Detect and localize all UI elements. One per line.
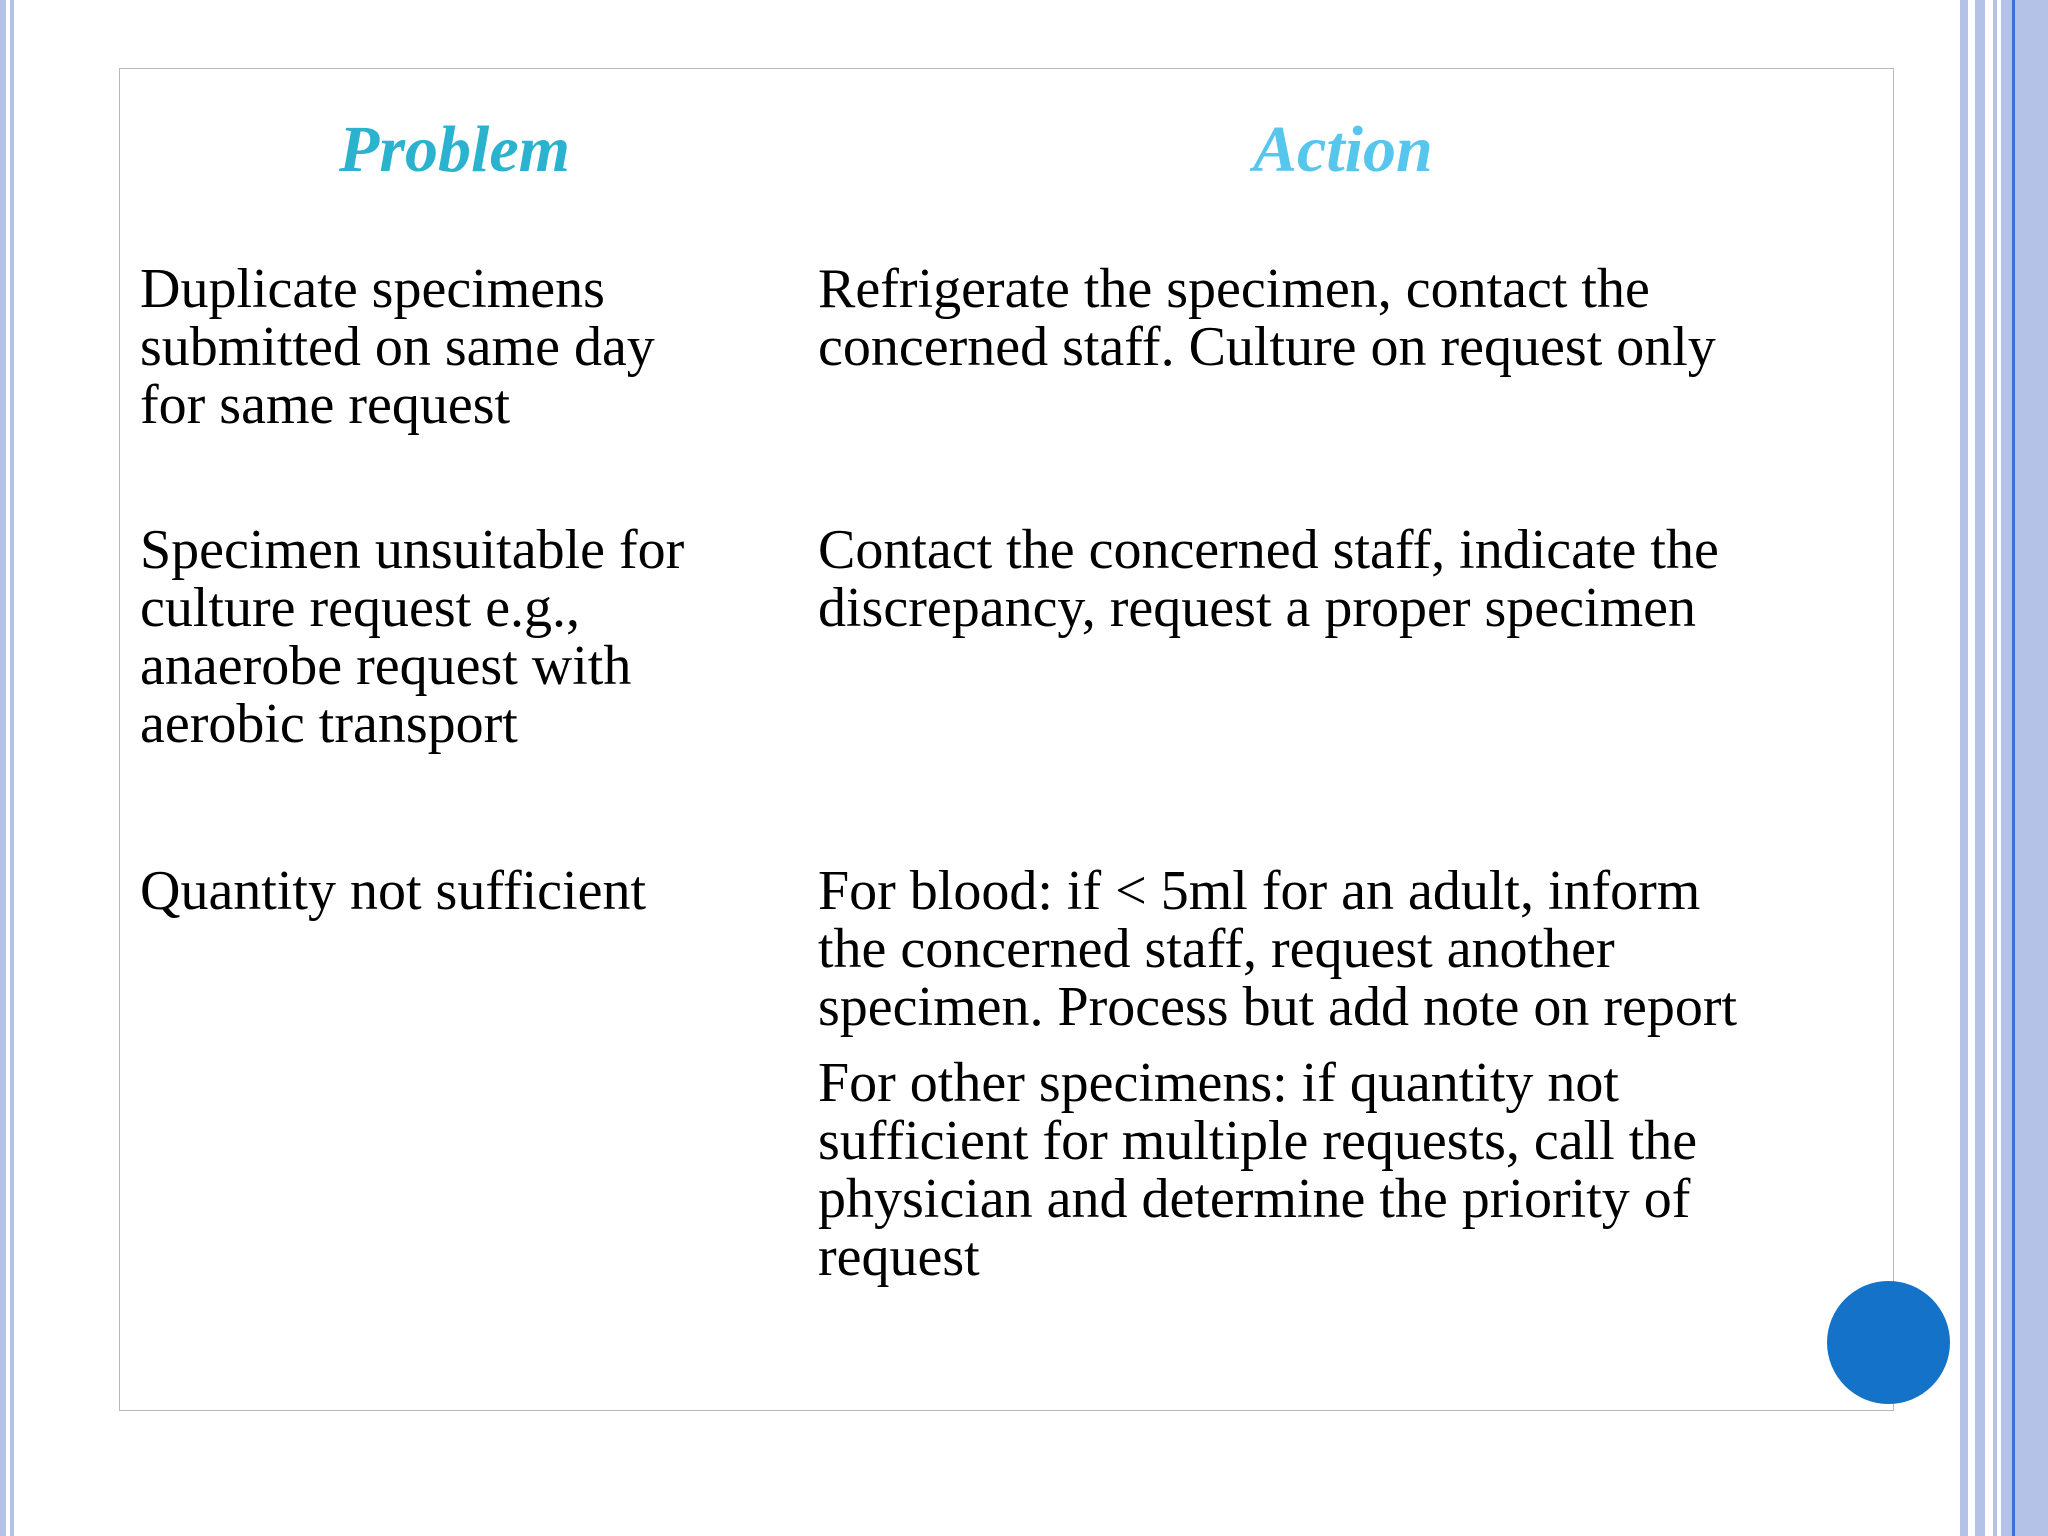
right-decor-stripe <box>1975 0 1985 1536</box>
right-decor-stripe <box>1960 0 1968 1536</box>
action-cell-unsuitable: Contact the concerned staff, indicate the discrepancy, request a proper specimen <box>818 519 1719 639</box>
action-column-header: Action <box>1253 113 1433 186</box>
problem-cell-unsuitable: Specimen unsuitable for culture request e.g., anaerobe request with aerobic transport <box>140 519 685 755</box>
left-decor-stripe <box>0 0 6 1536</box>
right-decor-stripe <box>1993 0 1997 1536</box>
left-decor-stripe <box>10 0 14 1536</box>
action-cell-duplicate: Refrigerate the specimen, contact the concerned staff. Culture on request only <box>818 258 1716 378</box>
problem-column-header: Problem <box>339 113 570 186</box>
problem-cell-duplicate: Duplicate specimens submitted on same day for same request <box>140 258 655 436</box>
action-cell-quantity-blood: For blood: if < 5ml for an adult, inform the concerned staff, request another specimen. Process but add note on report <box>818 860 1738 1038</box>
problem-cell-quantity: Quantity not sufficient <box>140 860 646 922</box>
decorative-circle <box>1827 1281 1950 1404</box>
action-cell-quantity-other: For other specimens: if quantity not sufficient for multiple requests, call the physician and determine the priority of request <box>818 1052 1698 1288</box>
right-decor-stripe <box>2001 0 2048 1536</box>
right-decor-stripe-accent <box>2012 0 2015 1536</box>
